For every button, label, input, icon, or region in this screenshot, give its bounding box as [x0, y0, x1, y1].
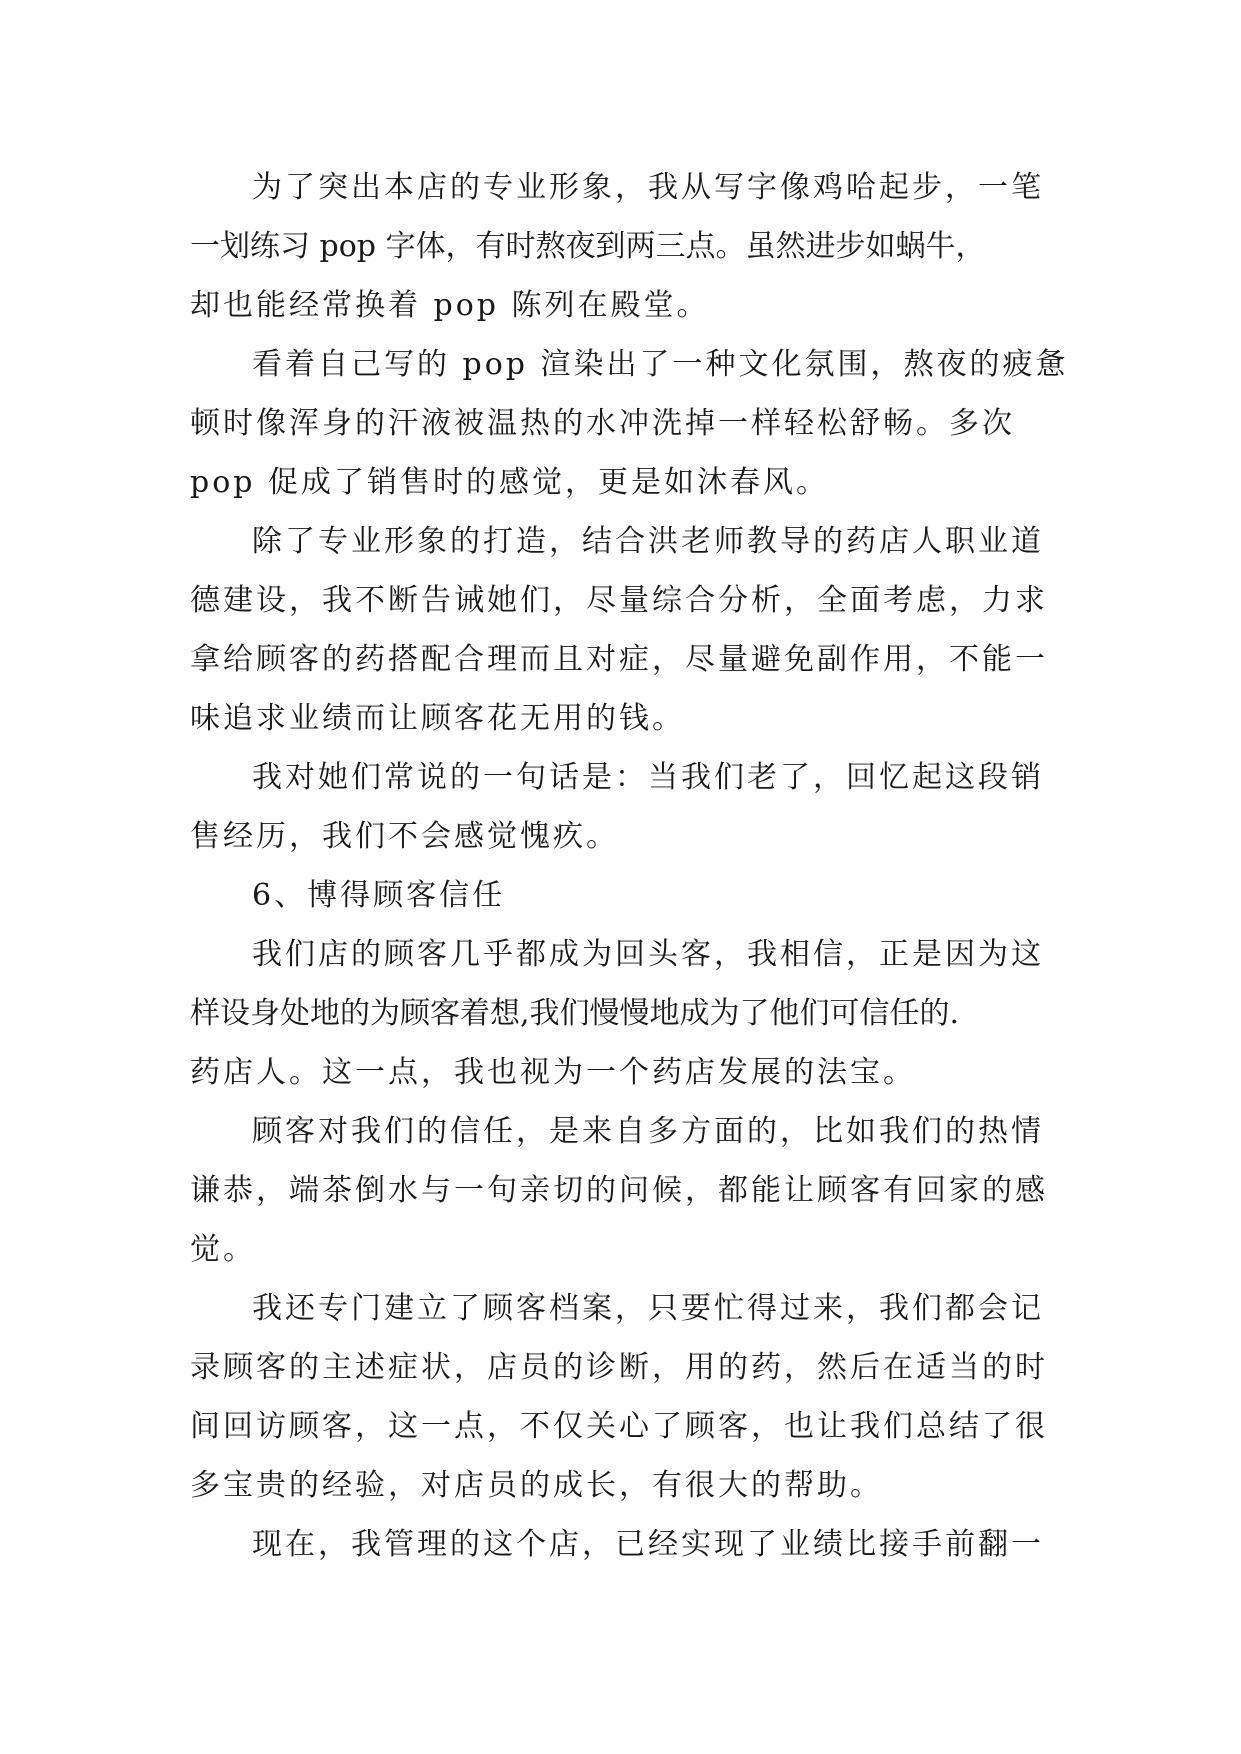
paragraph-line: 多宝贵的经验，对店员的成长，有很大的帮助。	[190, 1468, 883, 1503]
paragraph-line: 为了突出本店的专业形象，我从写字像鸡哈起步，一笔	[252, 170, 1044, 205]
paragraph-line: 除了专业形象的打造，结合洪老师教导的药店人职业道	[252, 524, 1044, 559]
paragraph-line: 现在，我管理的这个店，已经实现了业绩比接手前翻一	[252, 1527, 1044, 1562]
paragraph-line: 我还专门建立了顾客档案，只要忙得过来，我们都会记	[252, 1291, 1044, 1326]
paragraph-line: pop 促成了销售时的感觉，更是如沐春风。	[190, 465, 830, 500]
paragraph-line: 样设身处地的为顾客着想,我们慢慢地成为了他们可信任的.	[190, 996, 960, 1031]
paragraph-line: 看着自己写的 pop 渲染出了一种文化氛围，熬夜的疲惫	[252, 347, 1069, 382]
paragraph-line: 觉。	[190, 1232, 256, 1267]
paragraph-line: 药店人。这一点，我也视为一个药店发展的法宝。	[190, 1055, 916, 1090]
paragraph-line: 谦恭，端茶倒水与一句亲切的问候，都能让顾客有回家的感	[190, 1173, 1048, 1208]
paragraph-line: 德建设，我不断告诫她们，尽量综合分析，全面考虑，力求	[190, 583, 1048, 618]
paragraph-line: 我们店的顾客几乎都成为回头客，我相信，正是因为这	[252, 937, 1044, 972]
paragraph-line: 顾客对我们的信任，是来自多方面的，比如我们的热情	[252, 1114, 1044, 1149]
document-body	[190, 158, 1069, 1574]
paragraph-line: 拿给顾客的药搭配合理而且对症，尽量避免副作用，不能一	[190, 642, 1048, 677]
paragraph-line: 却也能经常换着 pop 陈列在殿堂。	[190, 288, 710, 323]
paragraph-line: 一划练习 pop 字体，有时熬夜到两三点。虽然进步如蜗牛，	[190, 229, 986, 264]
paragraph-line: 顿时像浑身的汗液被温热的水冲洗掉一样轻松舒畅。多次	[190, 406, 1015, 441]
paragraph-line: 间回访顾客，这一点，不仅关心了顾客，也让我们总结了很	[190, 1409, 1048, 1444]
paragraph-line: 售经历，我们不会感觉愧疚。	[190, 819, 619, 854]
paragraph-line: 我对她们常说的一句话是：当我们老了，回忆起这段销	[252, 760, 1044, 795]
paragraph-line: 录顾客的主述症状，店员的诊断，用的药，然后在适当的时	[190, 1350, 1048, 1385]
paragraph-line: 味追求业绩而让顾客花无用的钱。	[190, 701, 685, 736]
section-heading: 6、博得顾客信任	[252, 878, 506, 913]
